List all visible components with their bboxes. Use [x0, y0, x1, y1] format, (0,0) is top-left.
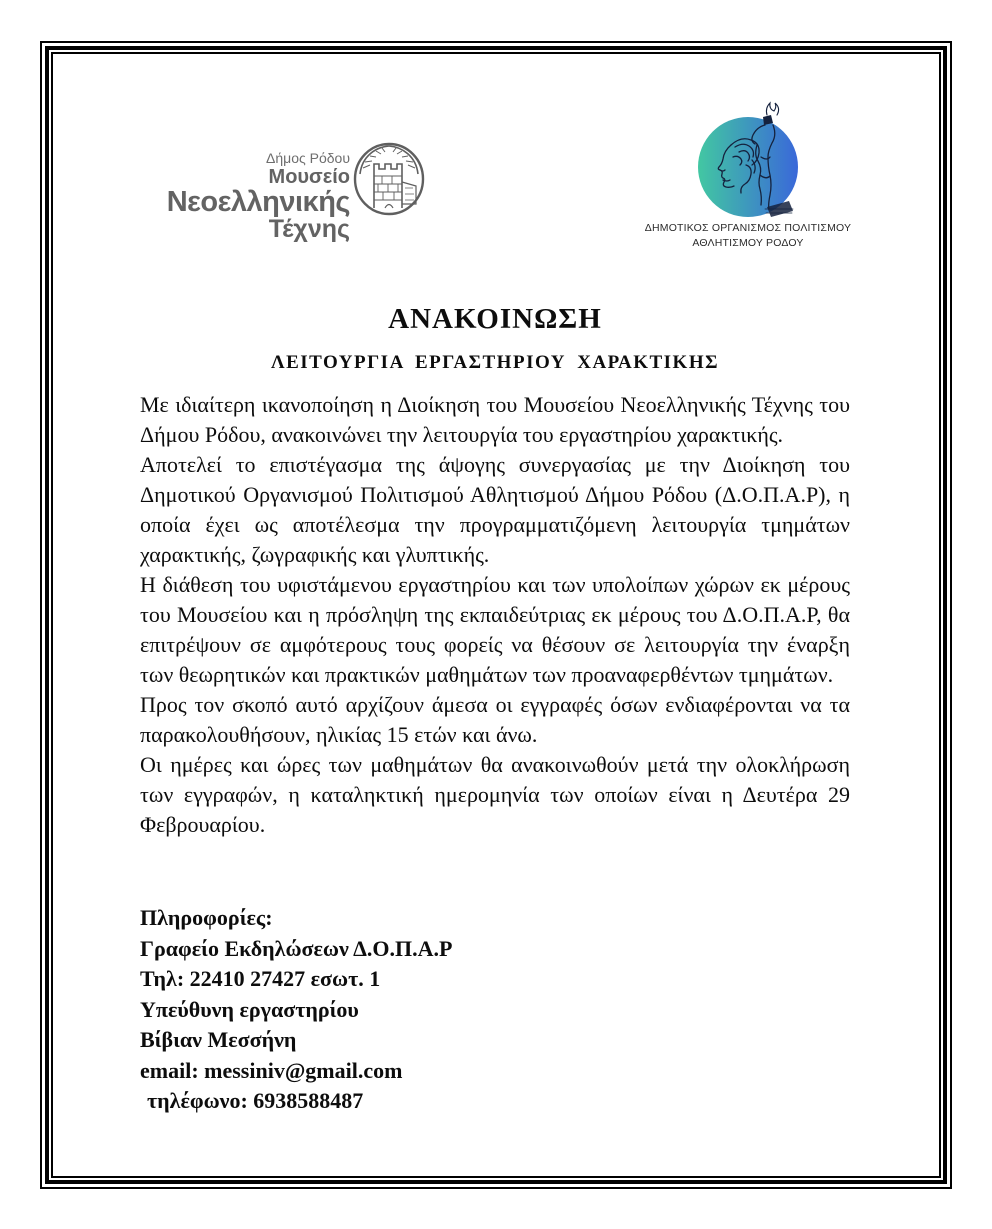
body-text [140, 390, 850, 840]
paragraph-2: Αποτελεί το επιστέγασμα της άψογης συνεργασίας με την Διοίκηση του Δημοτικού Οργανισμού Πολιτισμού Αθλητισμού Δήμου Ρόδου (Δ.Ο.Π.Α.Ρ), η οποία έχει ως αποτέλεσμα την προγραμματιζόμενη λειτουργία τμημάτων χαρακτικής, ζωγραφικής και γλυπτικής. [140, 452, 850, 567]
dopar-logo [640, 95, 856, 251]
contact-person: Βίβιαν Μεσσήνη [140, 1027, 297, 1052]
museum-logo-line-neoellinikis: Νεοελληνικής [166, 186, 350, 218]
museum-logo-line-mouseio: Μουσείο [268, 166, 350, 188]
castle-tower-seal-icon [352, 142, 426, 216]
dopar-caption-line1: ΔΗΜΟΤΙΚΟΣ ΟΡΓΑΝΙΣΜΟΣ ΠΟΛΙΤΙΣΜΟΥ [644, 222, 852, 234]
contact-office: Γραφείο Εκδηλώσεων Δ.Ο.Π.Α.Ρ [140, 935, 453, 961]
paragraph-1: Με ιδιαίτερη ικανοποίηση η Διοίκηση του Μουσείου Νεοελληνικής Τέχνης του Δήμου Ρόδου, ανακοινώνει την λειτουργία του εργαστηρίου χαρακτικής. [140, 392, 850, 447]
page-subtitle: ΛΕΙΤΟΥΡΓΙΑ ΕΡΓΑΣΤΗΡΙΟΥ ΧΑΡΑΚΤΙΚΗΣ [270, 352, 720, 373]
museum-logo-municipality: Δήμος Ρόδου [266, 150, 350, 166]
page-title: ΑΝΑΚΟΙΝΩΣΗ [388, 303, 602, 335]
paragraph-3: Η διάθεση του υφιστάμενου εργαστηρίου και των υπολοίπων χώρων εκ μέρους του Μουσείου και η πρόσληψη της εκπαιδεύτριας εκ μέρους του Δ.Ο.Π.Α.Ρ, θα επιτρέψουν σε αμφότερους τους φορείς να θέσουν σε λειτουργία την έναρξη των θεωρητικών και πρακτικών μαθημάτων των προαναφερθέντων τμημάτων. [140, 572, 850, 687]
contact-block [140, 903, 850, 1117]
paragraph-4: Προς τον σκοπό αυτό αρχίζουν άμεσα οι εγγραφές όσων ενδιαφέρονται να τα παρακολουθήσουν, ηλικίας 15 ετών και άνω. [140, 692, 850, 747]
dopar-caption-line2: ΑΘΛΗΤΙΣΜΟΥ ΡΟΔΟΥ [692, 237, 804, 249]
contact-phone-office: Τηλ: 22410 27427 εσωτ. 1 [140, 966, 381, 991]
dopar-emblem-icon [693, 95, 803, 219]
contact-phone-mobile: τηλέφωνο: 6938588487 [147, 1088, 364, 1113]
contact-role: Υπεύθυνη εργαστηρίου [140, 996, 359, 1022]
paragraph-5: Οι ημέρες και ώρες των μαθημάτων θα ανακοινωθούν μετά την ολοκλήρωση των εγγραφών, η καταληκτική ημερομηνία των οποίων είναι η Δευτέρα 29 Φεβρουαρίου. [140, 752, 850, 837]
museum-logo-line-technis: Τέχνης [268, 215, 350, 243]
contact-email: email: messiniv@gmail.com [140, 1057, 403, 1083]
museum-logo [80, 143, 350, 253]
contact-info-label: Πληροφορίες: [140, 905, 273, 930]
